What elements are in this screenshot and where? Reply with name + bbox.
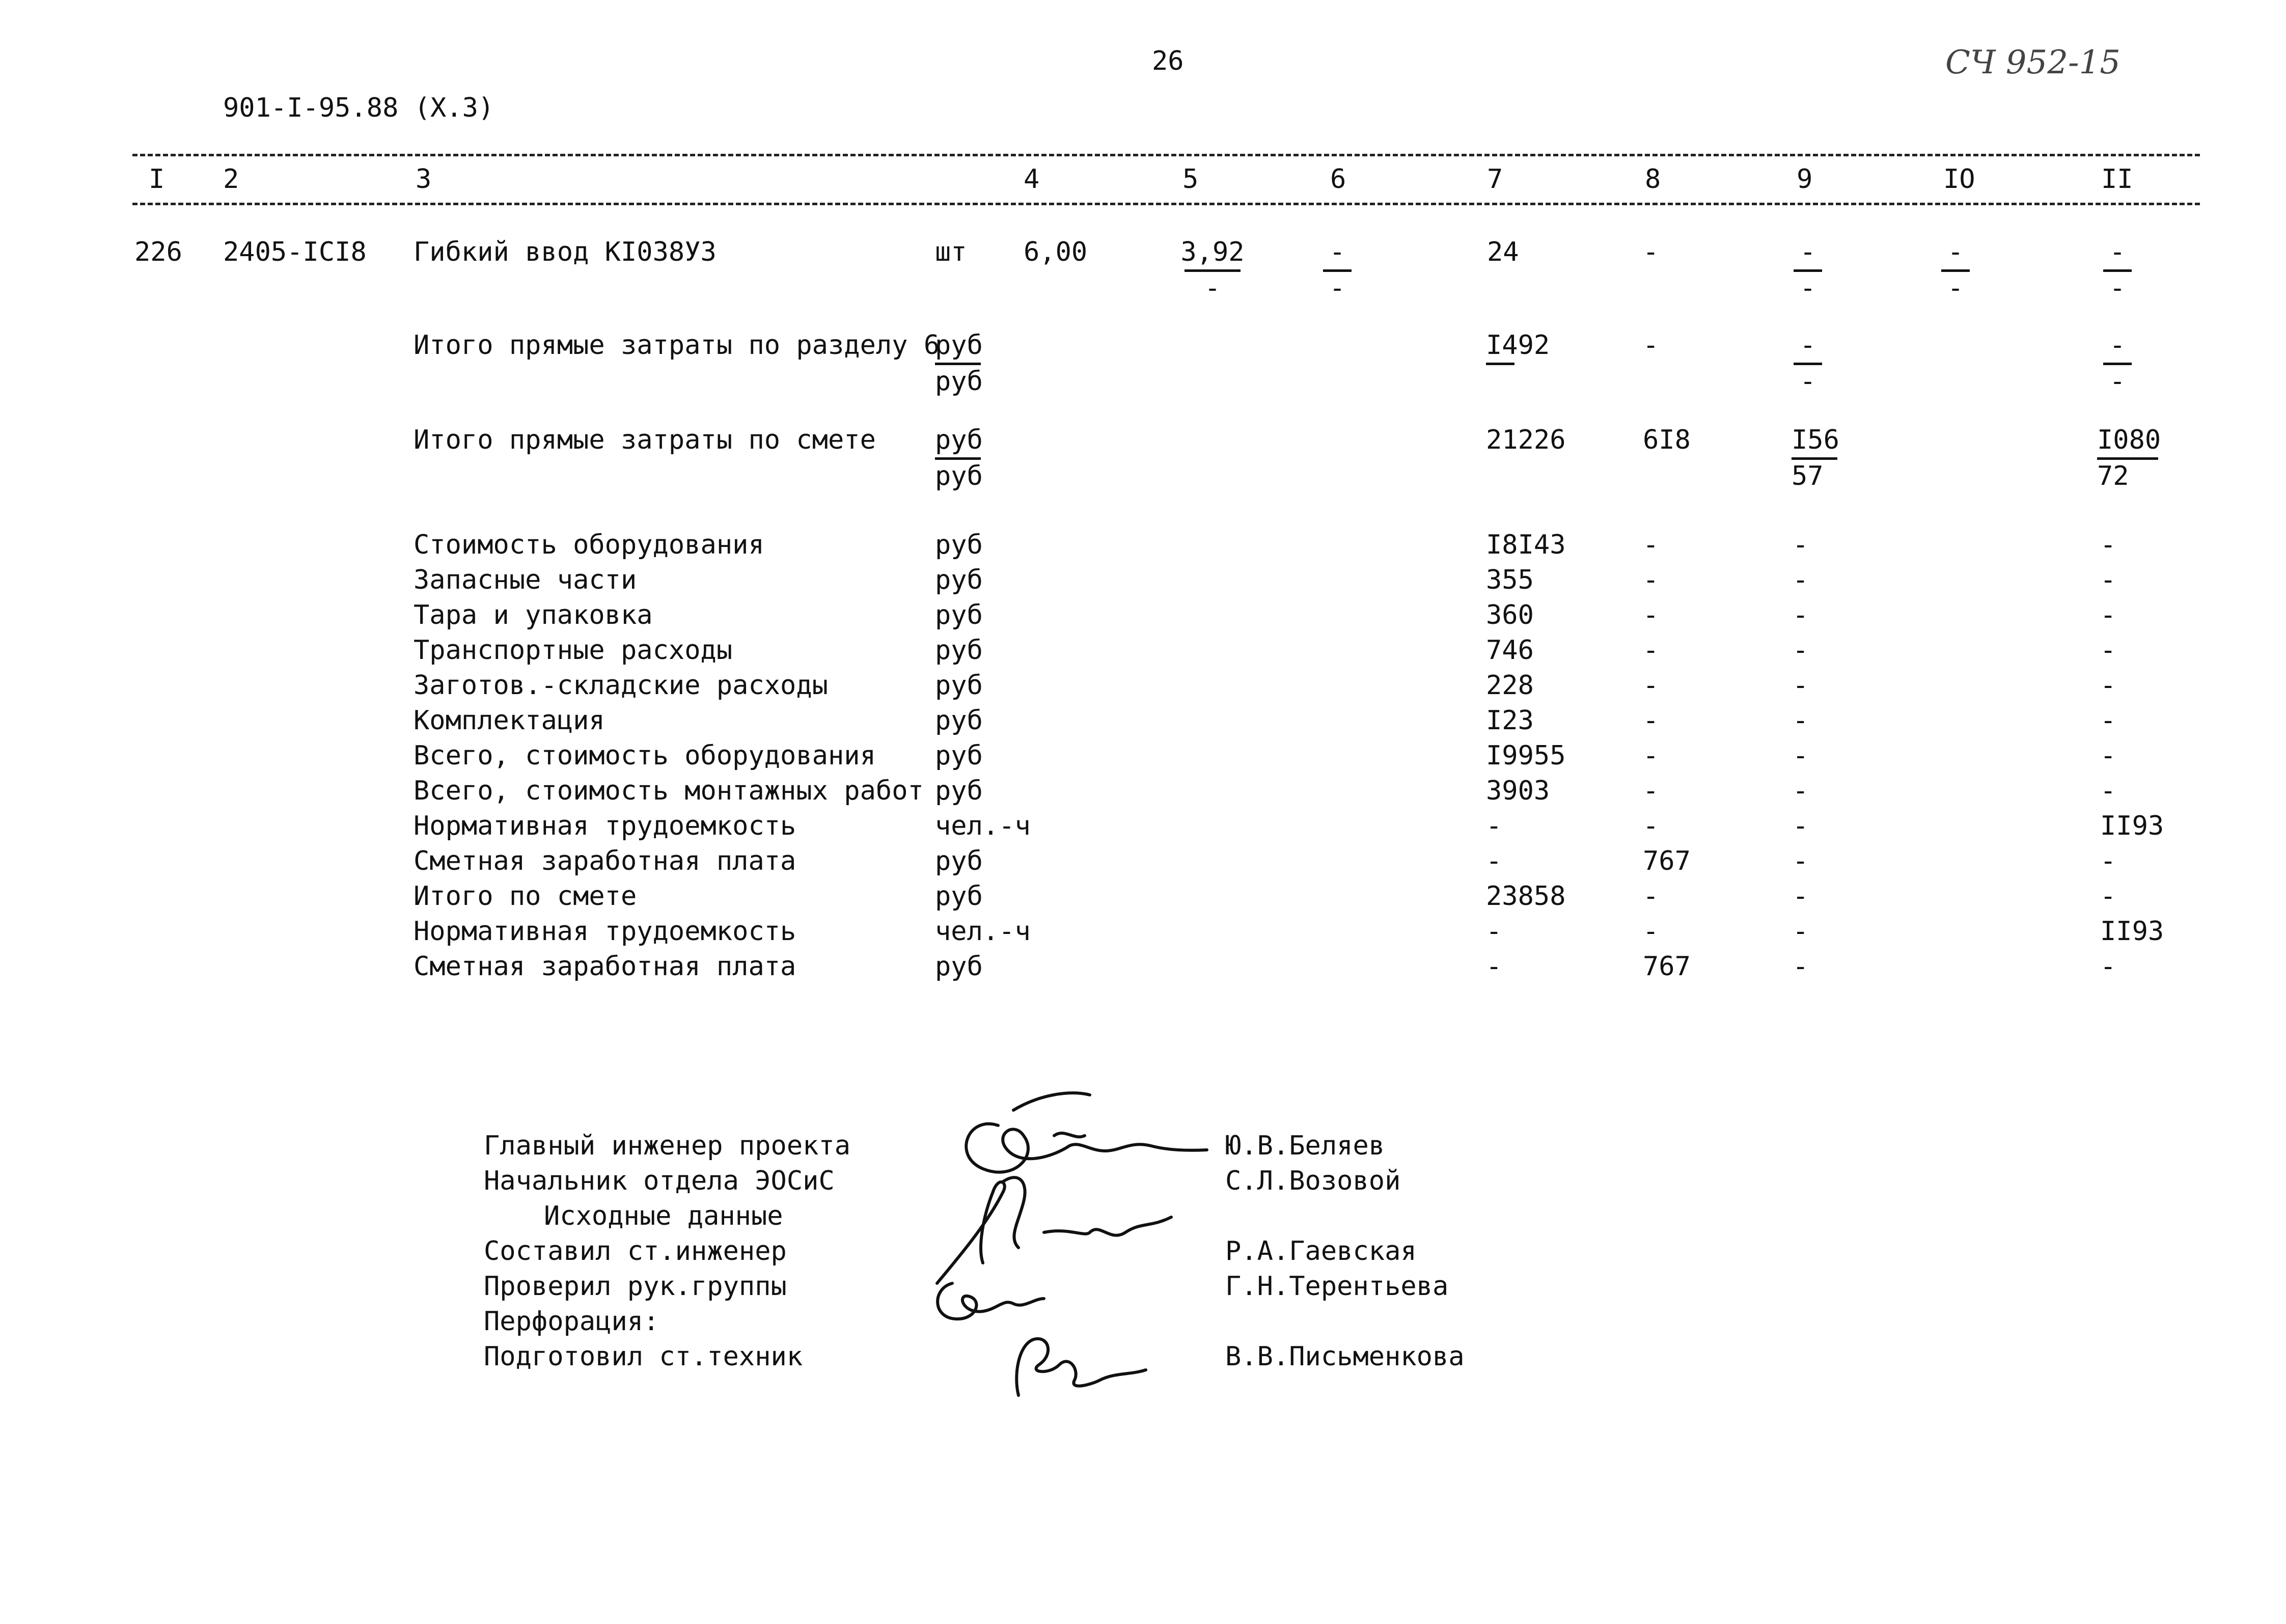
estimate-total-unit [935,425,986,491]
row-col9: - [1793,565,1809,595]
header-top-rule [132,154,2200,156]
col-header-11: II [2101,164,2133,195]
section-total-label: Итого прямые затраты по разделу 6 [414,330,940,361]
section-total-unit [935,330,986,397]
row-col8: 767 [1643,846,1691,876]
col-header-4: 4 [1024,164,1040,195]
row-col8: - [1643,530,1659,560]
row-unit: руб [935,530,983,560]
row-col9: - [1793,881,1809,912]
section-total-col9: - - [1787,330,1828,397]
item-col11: - - [2097,237,2138,304]
row-label: Стоимость оборудования [414,530,764,560]
signature-role: Перфорация: [484,1306,659,1337]
row-col11: - [2100,565,2116,595]
item-col5: 3,92 - [1180,237,1245,304]
row-label: Нормативная трудоемкость [414,916,796,947]
row-col8: 767 [1643,951,1691,982]
section-total-col11-value: - [2109,330,2126,361]
row-col9: - [1793,776,1809,806]
row-col8: - [1643,740,1659,771]
row-col7: 360 [1486,600,1534,630]
row-col9: - [1793,705,1809,736]
row-col7: 3903 [1486,776,1550,806]
row-col9: - [1793,635,1809,666]
row-unit: руб [935,705,983,736]
signature-role: Начальник отдела ЭОСиС [484,1166,835,1196]
row-col8: - [1643,881,1659,912]
section-total-unit-bottom: руб [935,366,983,397]
row-col8: - [1643,776,1659,806]
estimate-total-label: Итого прямые затраты по смете [414,425,876,455]
item-col10-value: - [1947,237,1964,267]
item-position: 226 [134,237,182,267]
section-total-col7-value: I492 [1486,330,1550,361]
signature-name: Р.А.Гаевская [1225,1236,1417,1267]
row-unit: руб [935,565,983,595]
row-label: Транспортные расходы [414,635,733,666]
row-unit: руб [935,881,983,912]
item-col9-value: - [1800,237,1816,267]
row-col9: - [1793,670,1809,701]
signature-role: Главный инженер проекта [484,1131,851,1161]
row-col11: - [2100,705,2116,736]
row-col11: - [2100,881,2116,912]
row-unit: руб [935,600,983,630]
row-label: Итого по смете [414,881,637,912]
archive-mark: СЧ 952-15 [1945,44,2120,81]
row-col7: - [1486,846,1502,876]
row-col7: I9955 [1486,740,1566,771]
col-header-10: IO [1943,164,1975,195]
row-unit: руб [935,846,983,876]
col-header-2: 2 [223,164,239,195]
signature-name: С.Л.Возовой [1225,1166,1401,1196]
item-code: 2405-ICI8 [223,237,367,267]
row-col9: - [1793,530,1809,560]
row-col8: - [1643,635,1659,666]
section-total-col11: - - [2097,330,2138,397]
estimate-total-col9-top: I56 [1792,425,1839,455]
item-unit: шт [935,237,967,267]
row-col9: - [1793,846,1809,876]
row-label: Нормативная трудоемкость [414,811,796,841]
row-col11: - [2100,670,2116,701]
row-col8: - [1643,916,1659,947]
row-unit: руб [935,635,983,666]
row-col7: - [1486,811,1502,841]
row-label: Комплектация [414,705,605,736]
row-col7: - [1486,951,1502,982]
row-label: Всего, стоимость монтажных работ [414,776,924,806]
estimate-total-col7: 21226 [1486,425,1566,455]
row-col8: - [1643,670,1659,701]
signature-name: Г.Н.Терентьева [1225,1271,1449,1302]
item-col6: - - [1317,237,1358,304]
estimate-total-col8: 6I8 [1643,425,1691,455]
signature-scribble-checker [922,1268,1085,1329]
item-col9: - - [1787,237,1828,304]
row-col11: II93 [2100,916,2164,947]
col-header-3: 3 [416,164,432,195]
row-col11: - [2100,530,2116,560]
item-col5-value: 3,92 [1180,237,1245,267]
row-col11: - [2100,600,2116,630]
row-label: Всего, стоимость оборудования [414,740,876,771]
row-unit: руб [935,670,983,701]
row-unit: руб [935,951,983,982]
section-total-col8: - [1643,330,1659,361]
row-unit: руб [935,776,983,806]
row-col7: 355 [1486,565,1534,595]
row-col7: I8I43 [1486,530,1566,560]
estimate-total-col9 [1792,425,1848,491]
row-col7: - [1486,916,1502,947]
row-col11: - [2100,846,2116,876]
estimate-total-col9-bottom: 57 [1792,461,1824,491]
row-label: Тара и упаковка [414,600,653,630]
row-col11: - [2100,635,2116,666]
row-col8: - [1643,600,1659,630]
item-col10: - - [1935,237,1976,304]
signature-name: Ю.В.Беляев [1225,1131,1385,1161]
row-col11: - [2100,951,2116,982]
row-col9: - [1793,740,1809,771]
estimate-total-col11-top: I080 [2097,425,2161,455]
signature-role: Проверил рук.группы [484,1271,787,1302]
estimate-total-col11-bottom: 72 [2097,461,2129,491]
signature-name: В.В.Письменкова [1225,1341,1465,1372]
item-col6-value: - [1329,237,1345,267]
row-col8: - [1643,565,1659,595]
col-header-5: 5 [1182,164,1199,195]
document-code: 901-I-95.88 (X.3) [223,93,494,123]
item-col11-value: - [2109,237,2126,267]
signature-role: Подготовил ст.техник [484,1341,803,1372]
row-label: Сметная заработная плата [414,846,796,876]
row-col9: - [1793,951,1809,982]
section-total-col7 [1486,330,1550,366]
row-col8: - [1643,811,1659,841]
row-col7: 746 [1486,635,1534,666]
row-col9: - [1793,811,1809,841]
estimate-total-unit-bottom: руб [935,461,983,491]
item-col8: - [1643,237,1659,267]
section-total-unit-top: руб [935,330,983,361]
col-header-9: 9 [1797,164,1813,195]
row-col7: 23858 [1486,881,1566,912]
row-col9: - [1793,600,1809,630]
estimate-total-col11 [2097,425,2163,491]
row-col11: - [2100,776,2116,806]
row-col8: - [1643,705,1659,736]
row-unit: чел.-ч [935,811,1031,841]
item-name: Гибкий ввод КI038УЗ [414,237,717,267]
row-unit: руб [935,740,983,771]
page-number: 26 [1152,46,1184,76]
signature-role: Составил ст.инженер [484,1236,787,1267]
row-label: Сметная заработная плата [414,951,796,982]
row-label: Заготов.-складские расходы [414,670,828,701]
estimate-total-unit-top: руб [935,425,983,455]
row-col11: II93 [2100,811,2164,841]
row-unit: чел.-ч [935,916,1031,947]
col-header-6: 6 [1330,164,1346,195]
row-label: Запасные части [414,565,637,595]
header-bottom-rule [132,203,2200,205]
row-col9: - [1793,916,1809,947]
section-total-col9-value: - [1800,330,1816,361]
signature-role: Исходные данные [544,1201,783,1231]
col-header-7: 7 [1487,164,1503,195]
item-col7: 24 [1487,237,1519,267]
row-col11: - [2100,740,2116,771]
item-quantity: 6,00 [1024,237,1088,267]
col-header-8: 8 [1645,164,1661,195]
row-col7: I23 [1486,705,1534,736]
signature-scribble-technician [998,1324,1161,1406]
row-col7: 228 [1486,670,1534,701]
col-header-1: I [149,164,165,195]
